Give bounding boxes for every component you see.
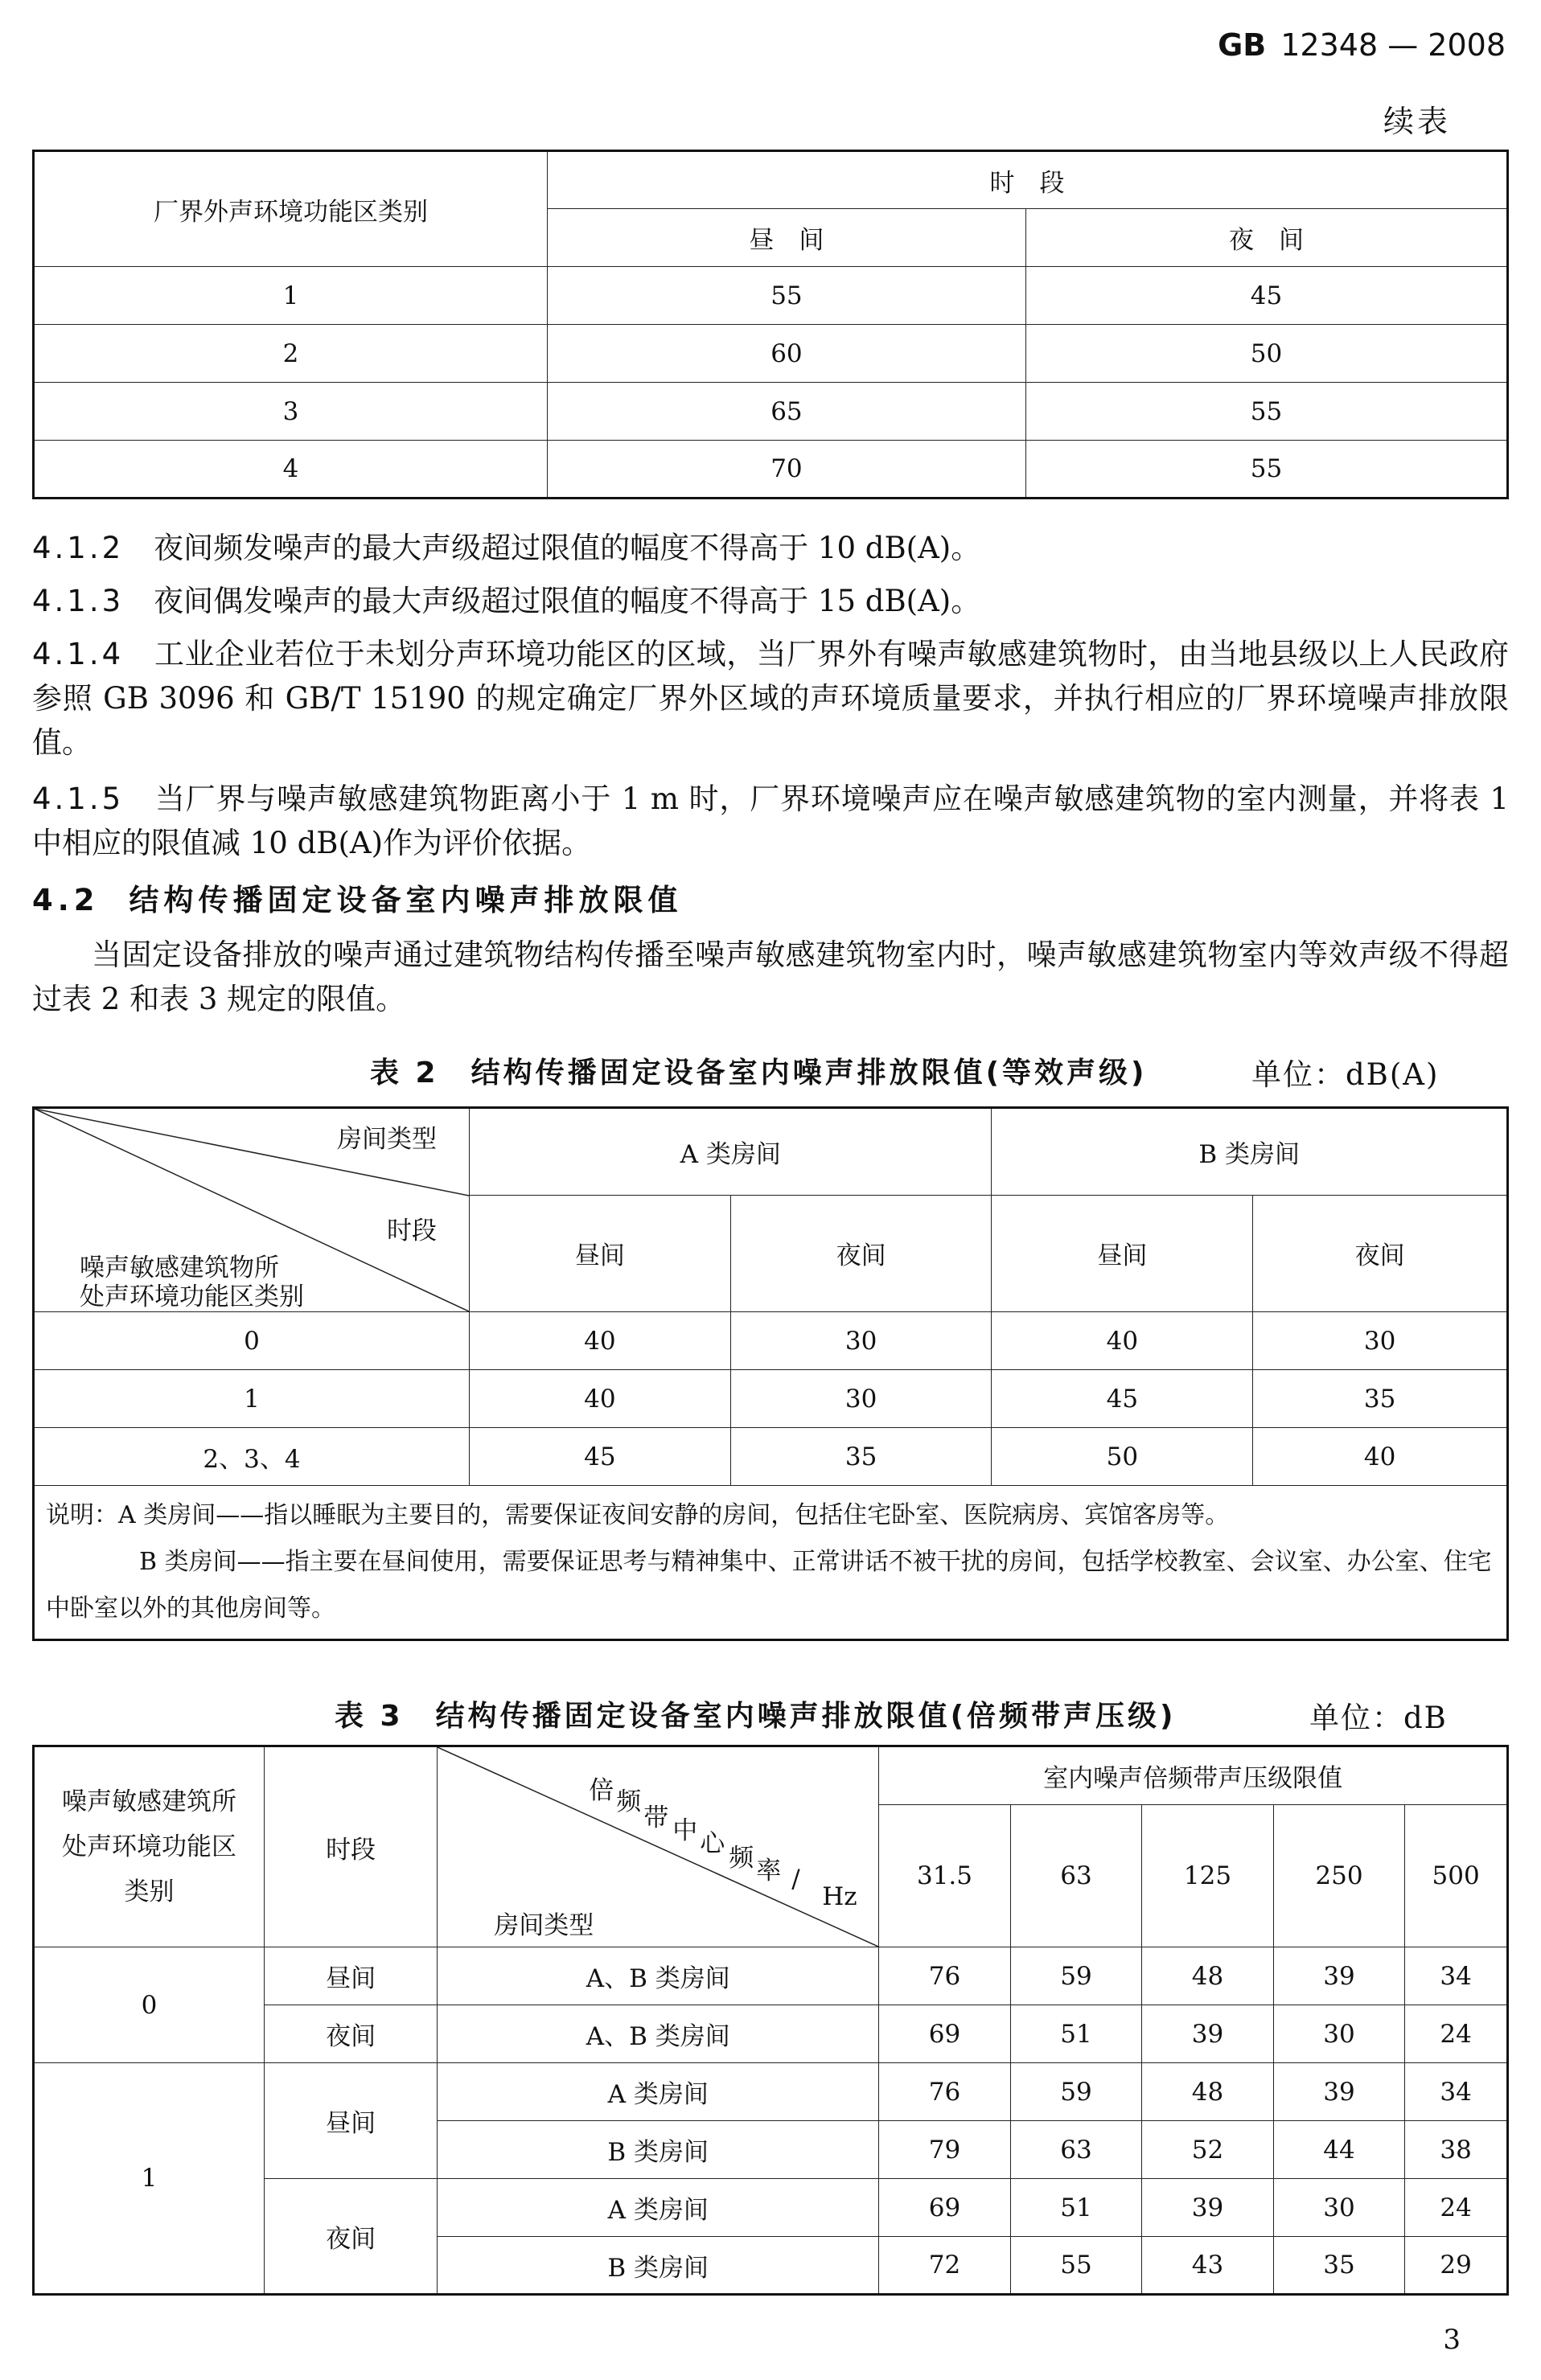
section-number: 4.2 [32,883,100,917]
t3-cell: 39 [1273,2063,1405,2121]
table-row [34,1312,1508,1370]
table-3 [32,1745,1509,2296]
t3-diag-char: / [791,1865,800,1894]
t3-cell: 59 [1010,2063,1141,2121]
clause-number: 4.1.2 [32,531,125,565]
clause-text: 夜间频发噪声的最大声级超过限值的幅度不得高于 10 dB(A)。 [154,531,981,565]
t3-room: A 类房间 [438,2063,879,2121]
t1-period-header: 时 段 [547,151,1507,209]
t3-cell: 79 [879,2121,1011,2179]
t3-diag-char: 倍 [589,1776,614,1805]
t2-b-night: 夜间 [1253,1195,1508,1311]
t3-cell: 30 [1273,2005,1405,2063]
t2-note [34,1486,1508,1640]
t3-area-1: 1 [34,2063,265,2295]
t2-cell: 1 [34,1370,470,1428]
t3-cell: 24 [1405,2179,1508,2237]
t3-cell: 39 [1273,1947,1405,2005]
t2-cell: 30 [1253,1312,1508,1370]
t3-freq-125: 125 [1142,1804,1274,1947]
t3-cell: 63 [1010,2121,1141,2179]
clause-number: 4.1.5 [32,782,125,816]
t3-cell: 51 [1010,2005,1141,2063]
table-row [34,267,1508,325]
t3-room: B 类房间 [438,2121,879,2179]
t3-diag-char: 心 [700,1829,725,1858]
t3-room: B 类房间 [438,2237,879,2295]
t2-room-b-header: B 类房间 [992,1108,1508,1196]
t2-cell: 40 [1253,1428,1508,1486]
table-2-unit: 单位：dB(A) [1251,1057,1440,1092]
t3-diag-char: 中 [672,1816,698,1845]
t3-cell: 52 [1142,2121,1274,2179]
t2-cell: 0 [34,1312,470,1370]
t3-cell: 39 [1142,2005,1274,2063]
t3-diag-char: 频 [616,1787,642,1816]
t3-cell: 35 [1273,2237,1405,2295]
t2-a-day: 昼间 [470,1195,731,1311]
t3-diag-char: 率 [756,1857,782,1886]
t2-note-a: 说明：A 类房间——指以睡眠为主要目的，需要保证夜间安静的房间，包括住宅卧室、医院病房、宾馆客房等。 [46,1501,1230,1529]
t1-cell: 65 [547,383,1025,441]
t2-cell: 45 [992,1370,1253,1428]
table-3-caption: 表 3 结构传播固定设备室内噪声排放限值(倍频带声压级) [335,1700,1177,1733]
t3-freq-31-5: 31.5 [879,1804,1011,1947]
table-3-unit: 单位：dB [1309,1701,1448,1735]
t3-cell: 76 [879,1947,1011,2005]
table-row [34,383,1508,441]
clause-number: 4.1.3 [32,584,125,618]
t2-cell: 50 [992,1428,1253,1486]
t3-freq-250: 250 [1273,1804,1405,1947]
t2-cell: 30 [730,1312,992,1370]
t2-cell: 40 [470,1312,731,1370]
t3-diag-char: Hz [822,1882,857,1911]
clause-4-1-4 [32,632,1509,765]
t3-freq-500: 500 [1405,1804,1508,1947]
t1-cell: 50 [1025,325,1507,383]
t2-room-a-header: A 类房间 [470,1108,992,1196]
t3-cell: 24 [1405,2005,1508,2063]
t3-limit-header: 室内噪声倍频带声压级限值 [879,1746,1508,1805]
standard-number: 12348 — 2008 [1280,27,1506,63]
t2-a-night: 夜间 [730,1195,992,1311]
t1-cell: 55 [1025,383,1507,441]
t3-cell: 48 [1142,2063,1274,2121]
t1-cell: 1 [34,267,548,325]
clause-4-1-2 [32,526,1509,570]
t3-cell: 34 [1405,2063,1508,2121]
t3-diag-char: 带 [643,1803,669,1832]
t2-diag-period: 时段 [387,1217,437,1245]
t3-cell: 51 [1010,2179,1141,2237]
t3-cell: 30 [1273,2179,1405,2237]
t3-area-0: 0 [34,1947,265,2063]
table-2-caption: 表 2 结构传播固定设备室内噪声排放限值(等效声级) [370,1057,1148,1089]
t3-cell: 72 [879,2237,1011,2295]
t1-cell: 60 [547,325,1025,383]
t3-room: A、B 类房间 [438,1947,879,2005]
table-row [34,325,1508,383]
clause-number: 4.1.4 [32,637,125,671]
section-4-2-heading [32,878,1509,922]
t3-period: 昼间 [265,2063,438,2179]
table-row [34,1947,1508,2005]
t2-cell: 40 [992,1312,1253,1370]
t3-cell: 59 [1010,1947,1141,2005]
t2-b-day: 昼间 [992,1195,1253,1311]
t2-diag-room-type: 房间类型 [337,1125,437,1154]
section-4-2-text: 当固定设备排放的噪声通过建筑物结构传播至噪声敏感建筑物室内时，噪声敏感建筑物室内等效声级不得超过表 2 和表 3 规定的限值。 [32,938,1509,1016]
t2-cell: 40 [470,1370,731,1428]
t3-cell: 76 [879,2063,1011,2121]
t1-cell: 70 [547,441,1025,499]
t2-cell: 45 [470,1428,731,1486]
continued-label: 续表 [1383,104,1451,139]
t3-area-header: 噪声敏感建筑所处声环境功能区类别 [34,1746,265,1947]
t3-cell: 44 [1273,2121,1405,2179]
t3-cell: 43 [1142,2237,1274,2295]
clause-text: 当厂界与噪声敏感建筑物距离小于 1 m 时，厂界环境噪声应在噪声敏感建筑物的室内测量，并将表 1 中相应的限值减 10 dB(A)作为评价依据。 [32,782,1510,860]
t3-cell: 34 [1405,1947,1508,2005]
t1-cell: 55 [1025,441,1507,499]
t3-period: 昼间 [265,1947,438,2005]
t3-cell: 29 [1405,2237,1508,2295]
clause-text: 夜间偶发噪声的最大声级超过限值的幅度不得高于 15 dB(A)。 [154,584,981,618]
page-number: 3 [1443,2324,1461,2356]
t1-cell: 3 [34,383,548,441]
clause-4-1-3 [32,579,1509,623]
table-1 [32,150,1509,499]
t3-room: A 类房间 [438,2179,879,2237]
clause-text: 工业企业若位于未划分声环境功能区的区域，当厂界外有噪声敏感建筑物时，由当地县级以上人民政府参照 GB 3096 和 GB/T 15190 的规定确定厂界外区域的声环境质量要求，并执行相应的厂界环境噪声排放限值。 [32,637,1510,760]
t2-note-b: B 类房间——指主要在昼间使用，需要保证思考与精神集中、正常讲话不被干扰的房间，包括学校教室、会议室、办公室、住宅中卧室以外的其他房间等。 [46,1548,1492,1623]
t1-area-header: 厂界外声环境功能区类别 [34,151,548,267]
t3-diag-char: 频 [729,1844,754,1873]
table-row [34,1370,1508,1428]
t3-room: A、B 类房间 [438,2005,879,2063]
t3-diag-room-type: 房间类型 [494,1911,594,1940]
table-row [34,1428,1508,1486]
t3-cell: 39 [1142,2179,1274,2237]
table-2 [32,1106,1509,1641]
t3-period-header: 时段 [265,1746,438,1947]
t1-cell: 55 [547,267,1025,325]
t2-diag-area-1: 噪声敏感建筑物所 [80,1254,279,1282]
t3-period: 夜间 [265,2179,438,2295]
t2-diag-area-2: 处声环境功能区类别 [80,1282,304,1311]
t1-cell: 2 [34,325,548,383]
t1-cell: 4 [34,441,548,499]
t3-cell: 69 [879,2005,1011,2063]
t2-cell: 30 [730,1370,992,1428]
t2-cell: 2、3、4 [34,1428,470,1486]
table-row [34,441,1508,499]
clause-4-1-5 [32,777,1509,865]
t3-cell: 69 [879,2179,1011,2237]
standard-header [1218,27,1506,63]
t3-period: 夜间 [265,2005,438,2063]
t1-cell: 45 [1025,267,1507,325]
t2-cell: 35 [730,1428,992,1486]
section-title: 结构传播固定设备室内噪声排放限值 [129,883,683,917]
t3-diagonal-header [438,1746,879,1947]
t3-freq-63: 63 [1010,1804,1141,1947]
t1-day-header: 昼 间 [547,209,1025,267]
t1-night-header: 夜 间 [1025,209,1507,267]
t3-cell: 55 [1010,2237,1141,2295]
table-row [34,2063,1508,2121]
standard-code: GB [1218,27,1267,63]
t3-cell: 38 [1405,2121,1508,2179]
t2-diagonal-header [34,1108,470,1312]
t3-cell: 48 [1142,1947,1274,2005]
t2-cell: 35 [1253,1370,1508,1428]
